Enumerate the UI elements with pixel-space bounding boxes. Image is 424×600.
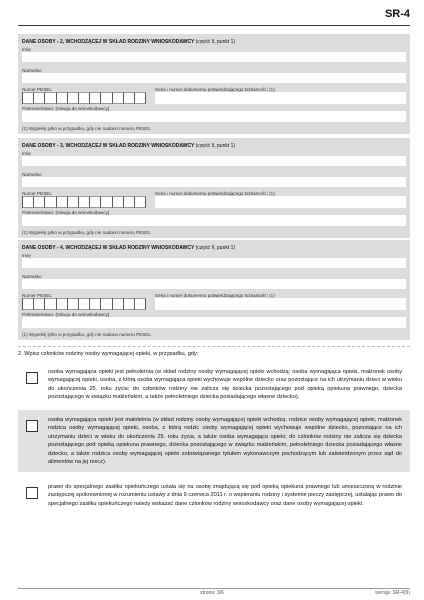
relation-label: Pokrewieństwo: (relacja do wnioskodawcy): [22, 106, 110, 111]
pesel-field[interactable]: [22, 92, 146, 104]
first-name-field[interactable]: [22, 156, 406, 166]
last-name-field[interactable]: [22, 177, 406, 187]
option-minor: [18, 410, 410, 472]
form-version: wersja: SR-4(9): [375, 590, 410, 596]
last-name-field[interactable]: [22, 73, 406, 83]
last-name-field[interactable]: [22, 279, 406, 289]
option-minor-checkbox[interactable]: [26, 420, 38, 432]
person-block-title: DANE OSOBY - 2, WCHODZĄCEJ W SKŁAD RODZINY WNIOSKODAWCY (część II, punkt 1): [22, 39, 236, 45]
option-adult-text: osoba wymagająca opieki jest pełnoletnia (w skład rodziny osoby wymagającej opieki wchodzą: osoba wymagająca opieki, małżonek osoby wymagającej opieki, osoba, z którą osoba wymagająca opieki wychowuje wspólne dziecko oraz pozostające na ich utrzymaniu dzieci w wieku do ukończenia 25. roku życia; do członków rodziny nie zalicza się dziecka pozostającego pod opieką opiekuna prawnego, dziecka pozostającego w związku małżeńskim, a także pełnoletniego dziecka posiadającego własne dziecko).: [48, 369, 402, 401]
document-field[interactable]: [155, 298, 406, 310]
option-guardian-checkbox[interactable]: [26, 487, 38, 499]
first-name-label: Imię: [22, 253, 31, 258]
pesel-footnote: (1) Wypełnij tylko w przypadku, gdy nie nadano numeru PESEL: [22, 330, 406, 340]
form-code: SR-4: [384, 8, 410, 20]
relation-field[interactable]: [22, 111, 406, 122]
first-name-label: Imię: [22, 47, 31, 52]
page-number: strona: 3/6: [200, 590, 224, 596]
section-2-title: 2. Wpisz członków rodziny osoby wymagającej opieki, w przypadku, gdy:: [18, 351, 199, 357]
option-guardian-text: prawo do specjalnego zasiłku opiekuńczego ustala się na osobę znajdującą się pod opieką opiekuna prawnego lub umieszczoną w rodzinie zastępczej spokrewnionej w rozumieniu ustawy z dnia 9 czerwca 2011 r. o wspieraniu rodziny i systemie pieczy zastępczej, ustalając prawo do specjalnego zasiłku opiekuńczego należy wskazać dane członków rodziny wnioskodawcy oraz dane osoby wymagającej opieki.: [48, 484, 402, 507]
top-divider: [18, 25, 410, 26]
last-name-label: Nazwisko: [22, 68, 42, 73]
relation-label: Pokrewieństwo: (relacja do wnioskodawcy): [22, 210, 110, 215]
pesel-field[interactable]: [22, 196, 146, 208]
option-adult: [18, 362, 410, 408]
pesel-footnote: (1) Wypełnij tylko w przypadku, gdy nie nadano numeru PESEL: [22, 228, 406, 238]
document-label: Seria i numer dokumentu potwierdzającego tożsamość: (1): [155, 87, 275, 92]
pesel-label: Numer PESEL: [22, 191, 52, 196]
relation-field[interactable]: [22, 215, 406, 226]
first-name-field[interactable]: [22, 258, 406, 268]
person-block-title: DANE OSOBY - 3, WCHODZĄCEJ W SKŁAD RODZINY WNIOSKODAWCY (część II, punkt 1): [22, 143, 236, 149]
relation-field[interactable]: [22, 317, 406, 328]
person-block-title: DANE OSOBY - 4, WCHODZĄCEJ W SKŁAD RODZINY WNIOSKODAWCY (część II, punkt 1): [22, 245, 236, 251]
document-field[interactable]: [155, 196, 406, 208]
option-adult-checkbox[interactable]: [26, 372, 38, 384]
document-label: Seria i numer dokumentu potwierdzającego tożsamość: (1): [155, 293, 275, 298]
document-label: Seria i numer dokumentu potwierdzającego tożsamość: (1): [155, 191, 275, 196]
person-block-4: [18, 240, 410, 340]
first-name-label: Imię: [22, 151, 31, 156]
option-guardian: [18, 477, 410, 514]
last-name-label: Nazwisko: [22, 274, 42, 279]
relation-label: Pokrewieństwo: (relacja do wnioskodawcy): [22, 312, 110, 317]
pesel-label: Numer PESEL: [22, 293, 52, 298]
first-name-field[interactable]: [22, 52, 406, 62]
section-divider: [18, 346, 410, 347]
document-field[interactable]: [155, 92, 406, 104]
last-name-label: Nazwisko: [22, 172, 42, 177]
pesel-field[interactable]: [22, 298, 146, 310]
pesel-footnote: (1) Wypełnij tylko w przypadku, gdy nie nadano numeru PESEL: [22, 124, 406, 134]
pesel-label: Numer PESEL: [22, 87, 52, 92]
option-minor-text: osoba wymagająca opieki jest małoletnia (w skład rodziny osoby wymagającej opieki wchodzą: rodzice osoby wymagającej opieki, małżonek rodzica osoby wymagającej opieki, osoba, z którą rodzic osoby wymagającej opieki wychowuje wspólne dziecko, pozostające na ich utrzymaniu dzieci w wieku do ukończenia 25. roku życia, a także osoba wymagająca opieki; do członków rodziny nie zalicza się dziecka pozostającego pod opieką opiekuna prawnego, dziecka pozostającego w związku małżeńskim, pełnoletniego dziecka posiadającego własne dziecko, a także rodzica osoby wymagającej opieki zobowiązanego tytułem wykonawczym pochodzącym lub zatwierdzonym przez sąd do alimentów na jej rzecz).: [48, 417, 402, 466]
person-block-2: [18, 34, 410, 134]
person-block-3: [18, 138, 410, 238]
footer-divider: [18, 588, 410, 589]
